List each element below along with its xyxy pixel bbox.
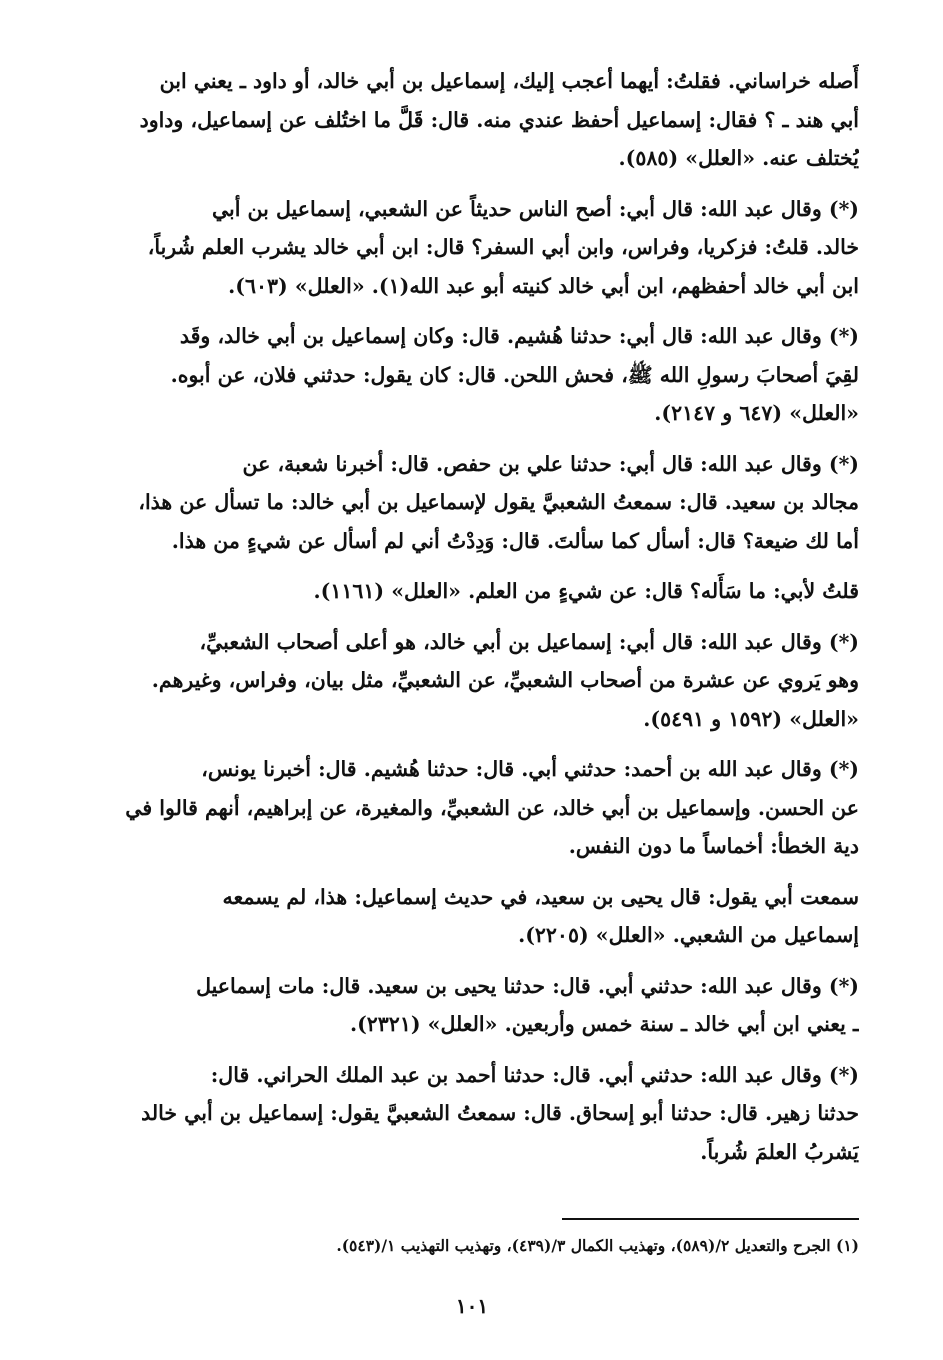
text-line: دية الخطأ: أخماساً ما دون النفس. <box>568 834 859 858</box>
page-number: ١٠١ <box>455 1294 489 1318</box>
text-line: (*) وقال عبد الله: حدثني أبي. قال: حدثنا يحيى بن سعيد. قال: مات إسماعيل <box>196 973 859 998</box>
paragraph <box>84 1056 859 1172</box>
main-text-body <box>84 62 859 1183</box>
text-line: «العلل» (١٥٩٢ و ٥٤٩١). <box>643 706 859 731</box>
text-line: «العلل» (٦٤٧ و ٢١٤٧). <box>654 401 859 425</box>
text-line: (*) وقال عبد الله: قال أبي: حدثنا هُشيم. قال: وكان إسماعيل بن أبي خالد، وقَد <box>179 324 859 348</box>
text-line: أبي هند ـ ؟ فقال: إسماعيل أحفظ عندي منه. قال: قَلَّ ما اختُلف عن إسماعيل، وداود <box>139 107 859 132</box>
text-line: (*) وقال عبد الله: قال أبي: إسماعيل بن أبي خالد، هو أعلى أصحاب الشعبيِّ، <box>199 629 859 654</box>
text-line: سمعت أبي يقول: قال يحيى بن سعيد، في حديث إسماعيل: هذا، لم يسمعه <box>222 884 859 909</box>
paragraph <box>84 750 859 866</box>
text-line: إسماعيل من الشعبي. «العلل» (٢٢٠٥). <box>518 923 859 947</box>
text-line: أما لك ضيعة؟ قال: أسأل كما سألتَ. قال: وَدِدْتُ أني لم أسأل عن شيءٍ من هذا. <box>171 528 859 553</box>
text-line: حدثنا زهير. قال: حدثنا أبو إسحاق. قال: سمعتُ الشعبيَّ يقول: إسماعيل بن أبي خالد <box>141 1101 859 1125</box>
text-line: عن الحسن. وإسماعيل بن أبي خالد، عن الشعبيِّ، والمغيرة، عن إبراهيم، أنهم قالوا في <box>125 795 859 820</box>
text-line: (*) وقال عبد الله بن أحمد: حدثني أبي. قال: حدثنا هُشيم. قال: أخبرنا يونس، <box>201 757 859 781</box>
text-line: لقِيَ أصحابَ رسولِ الله ﷺ، فحش اللحن. قال: كان يقول: حدثني فلان، عن أبوه. <box>170 362 859 387</box>
paragraph <box>84 190 859 306</box>
text-line: (*) وقال عبد الله: حدثني أبي. قال: حدثنا أحمد بن عبد الملك الحراني. قال: <box>210 1062 859 1087</box>
text-line: مجالد بن سعيد. قال: سمعتُ الشعبيَّ يقول لإسماعيل بن أبي خالد: ما تسأل عن هذا، <box>138 490 859 514</box>
text-line: ـ يعني ابن أبي خالد ـ سنة خمس وأربعين. «العلل» (٢٣٢١). <box>349 1012 859 1036</box>
paragraph <box>84 62 859 178</box>
text-line: (*) وقال عبد الله: قال أبي: أصح الناس حديثاً عن الشعبي، إسماعيل بن أبي <box>211 196 859 221</box>
paragraph <box>84 878 859 955</box>
text-line: يَشربُ العلمَ شُرباً. <box>700 1139 859 1164</box>
paragraph <box>84 317 859 433</box>
text-line: وهو يَروي عن عشرة من أصحاب الشعبيِّ، عن الشعبيِّ، مثل بيان، وفراس، وغيرهم. <box>151 668 859 692</box>
paragraph <box>84 572 859 611</box>
footnote: (١) الجرح والتعديل ٢/(٥٨٩)، وتهذيب الكمال ٣/(٤٣٩)، وتهذيب التهذيب ١/(٥٤٣). <box>336 1236 859 1255</box>
paragraph <box>84 967 859 1044</box>
text-line: يُختلف عنه. «العلل» (٥٨٥). <box>618 146 859 170</box>
text-line: أَصله خراساني. فقلتُ: أيهما أعجب إليك، إسماعيل بن أبي خالد، أو داود ـ يعني ابن <box>159 69 859 93</box>
footnote-separator <box>562 1218 859 1220</box>
text-line: ابن أبي خالد أحفظهم، ابن أبي خالد كنيته أبو عبد الله(١). «العلل» (٦٠٣). <box>228 273 859 298</box>
paragraph <box>84 445 859 561</box>
paragraph <box>84 623 859 739</box>
text-line: قلتُ لأبي: ما سَأَله؟ قال: عن شيءٍ من العلم. «العلل» (١١٦١). <box>313 579 859 603</box>
text-line: (*) وقال عبد الله: قال أبي: حدثنا علي بن حفص. قال: أخبرنا شعبة، عن <box>242 451 859 476</box>
text-line: خالد. قلتُ: فزكريا، وفراس، وابن أبي السفر؟ قال: ابن أبي خالد يشرب العلم شُرباً، <box>147 235 859 259</box>
